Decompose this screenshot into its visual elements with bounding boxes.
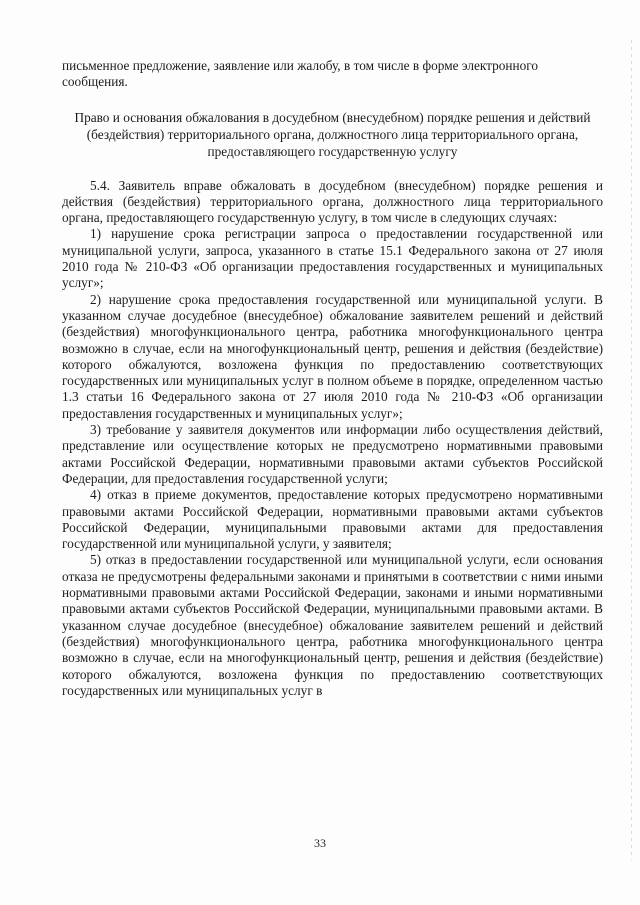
scan-edge-artifact: [631, 40, 632, 860]
intro-text: письменное предложение, заявление или жалобу, в том числе в форме электронного сообщения.: [62, 58, 539, 90]
paragraph-item-3: 3) требование у заявителя документов или информации либо осуществления действий, представление или осуществление которых не предусмотрено нормативными правовыми актами Российской Федерации, нормативными правовыми актами субъектов Российской Федерации, для предоставления государственной услуги;: [62, 422, 603, 486]
section-heading: Право и основания обжалования в досудебном (внесудебном) порядке решения и действий (бездействия) территориального органа, должностного лица территориального органа, предоставляющего государственную услугу: [74, 109, 591, 159]
paragraph-item-5: 5) отказ в предоставлении государственной или муниципальной услуги, если основания отказа не предусмотрены федеральными законами и принятыми в соответствии с ними иными нормативными правовыми актами Российской Федерации, законами и иными нормативными правовыми актами субъектов Российской Федерации, муниципальными правовыми актами. В указанном случае досудебное (внесудебное) обжалование заявителем решений и действий (бездействия) многофункционального центра, работника многофункционального центра возможно в случае, если на многофункциональный центр, решения и действия (бездействие) которого обжалуются, возложена функция по предоставлению соответствующих государственных или муниципальных услуг в: [62, 552, 603, 698]
paragraph-item-4: 4) отказ в приеме документов, предоставление которых предусмотрено нормативными правовыми актами Российской Федерации, нормативными правовыми актами субъектов Российской Федерации, муниципальными правовыми актами для предоставления государственной или муниципальной услуги, у заявителя;: [62, 487, 603, 552]
document-body: [62, 58, 603, 699]
paragraph-5-4: 5.4. Заявитель вправе обжаловать в досудебном (внесудебном) порядке решения и действия (бездействия) территориального органа, должностного лица территориального органа, предоставляющего государственную услугу, в том числе в следующих случаях:: [62, 177, 603, 226]
page-number: 33: [314, 836, 326, 850]
paragraph-item-2: 2) нарушение срока предоставления государственной или муниципальной услуги. В указанном случае досудебное (внесудебное) обжалование заявителем решений и действий (бездействия) многофункционального центра, работника многофункционального центра возможно в случае, если на многофункциональный центр, решения и действия (бездействие) которого обжалуются, возложена функция по предоставлению соответствующих государственных или муниципальных услуг в полном объеме в порядке, определенном частью 1.3 статьи 16 Федерального закона от 27 июля 2010 года № 210-ФЗ «Об организации предоставления государственных и муниципальных услуг»;: [62, 291, 603, 421]
paragraph-item-1: 1) нарушение срока регистрации запроса о предоставлении государственной или муниципальной услуги, запроса, указанного в статье 15.1 Федерального закона от 27 июля 2010 года № 210-ФЗ «Об организации предоставления государственных и муниципальных услуг»;: [62, 226, 603, 291]
